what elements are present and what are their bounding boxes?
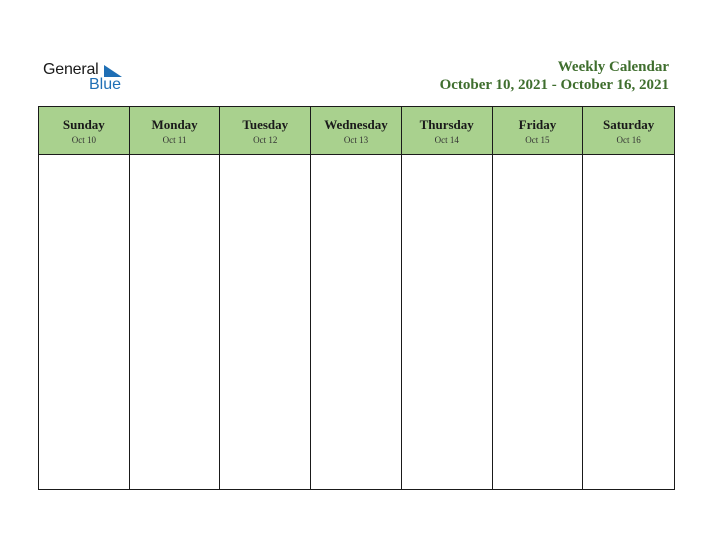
- day-date: Oct 13: [343, 135, 369, 145]
- day-date: Oct 12: [253, 135, 278, 145]
- day-cell-friday[interactable]: [493, 155, 584, 489]
- page-title: Weekly Calendar: [557, 59, 669, 75]
- day-date: Oct 11: [162, 135, 187, 145]
- logo-word-blue: Blue: [89, 76, 122, 93]
- day-name: Monday: [151, 117, 198, 132]
- weekly-calendar-grid: [38, 106, 675, 490]
- generalblue-logo: [43, 61, 143, 97]
- day-name: Tuesday: [242, 117, 289, 132]
- day-name: Sunday: [62, 117, 105, 132]
- day-header-wednesday: [311, 107, 402, 155]
- day-date: Oct 10: [71, 135, 96, 145]
- day-cell-monday[interactable]: [130, 155, 221, 489]
- day-name: Saturday: [602, 117, 655, 132]
- day-date: Oct 14: [434, 135, 459, 145]
- day-date: Oct 16: [616, 135, 641, 145]
- day-name: Thursday: [419, 117, 474, 132]
- day-cell-sunday[interactable]: [39, 155, 130, 489]
- day-header-friday: [493, 107, 584, 155]
- day-cell-thursday[interactable]: [402, 155, 493, 489]
- day-name: Wednesday: [324, 117, 388, 132]
- day-header-monday: [130, 107, 221, 155]
- day-cell-tuesday[interactable]: [220, 155, 311, 489]
- day-header-sunday: [39, 107, 130, 155]
- day-cell-wednesday[interactable]: [311, 155, 402, 489]
- day-date: Oct 15: [525, 135, 550, 145]
- day-header-thursday: [402, 107, 493, 155]
- day-header-saturday: [583, 107, 674, 155]
- day-name: Friday: [518, 117, 557, 132]
- date-range: October 10, 2021 - October 16, 2021: [439, 77, 669, 93]
- logo-word-general: General: [43, 61, 99, 78]
- day-cell-saturday[interactable]: [583, 155, 674, 489]
- day-header-tuesday: [220, 107, 311, 155]
